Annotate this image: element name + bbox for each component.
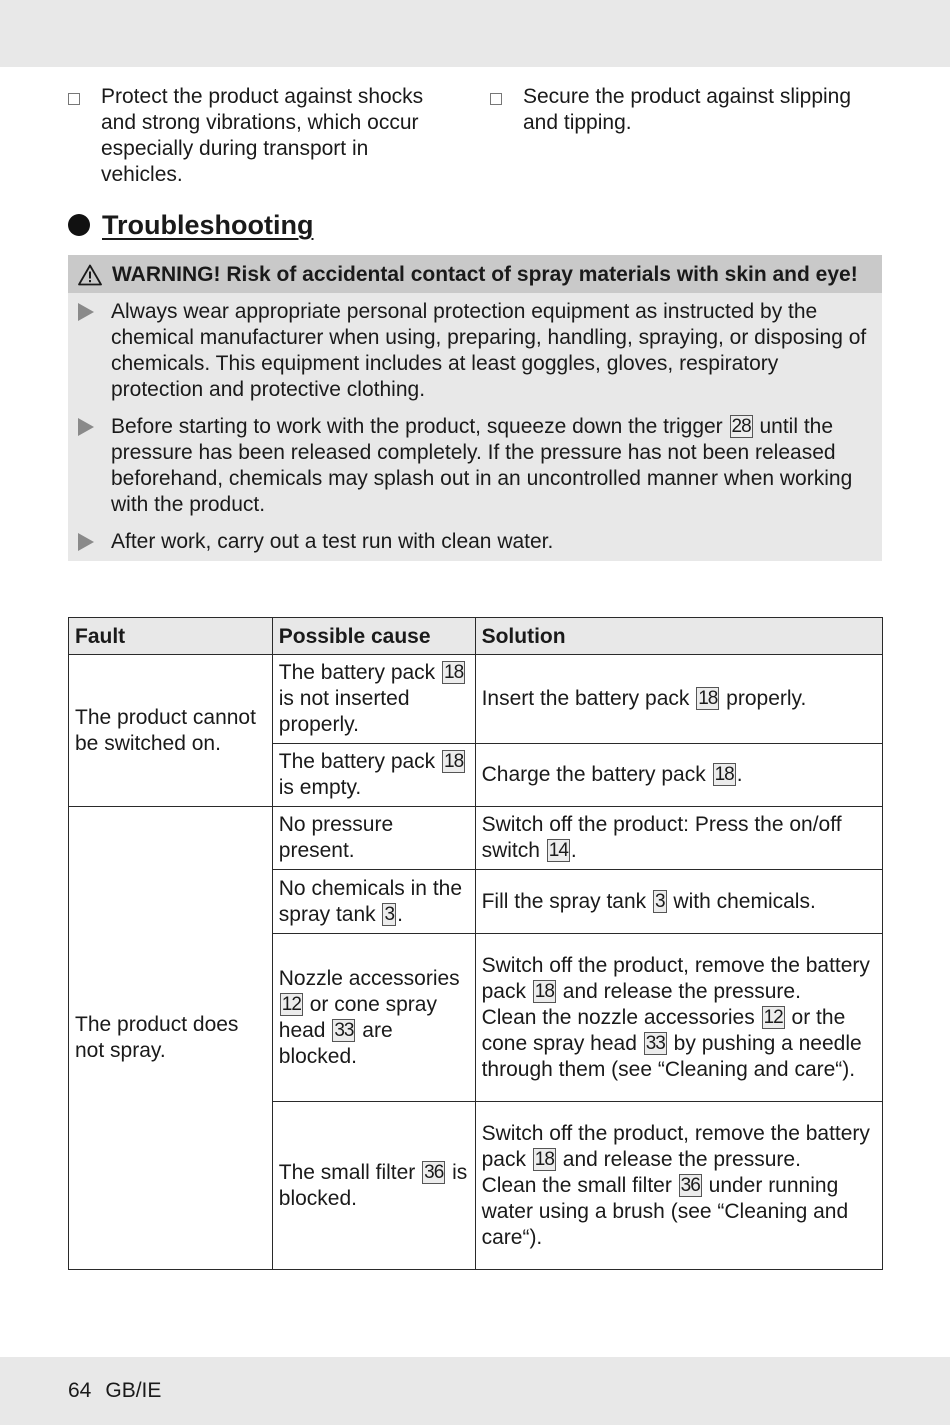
reference-number: 33 <box>334 1019 354 1041</box>
text-segment: Switch off the product: Press the on/off switch <box>481 813 842 862</box>
bullet-list-left <box>68 84 448 188</box>
text-segment: Charge the battery pack <box>481 763 712 786</box>
cause-cell: No pressure present. <box>272 807 475 870</box>
text-segment: The battery pack <box>278 750 442 773</box>
reference-number: 33 <box>645 1032 665 1054</box>
text-segment: is empty. <box>278 776 362 799</box>
bullet-text: Protect the product against shocks and strong vibrations, which occur especially during transport in vehicles. <box>101 85 424 186</box>
reference-number: 18 <box>534 1148 554 1170</box>
reference-number: 3 <box>384 903 395 925</box>
text-segment: or the cone spray head <box>481 1005 846 1055</box>
text-segment: under running water using a brush (see “Cleaning and care“). <box>481 1173 849 1249</box>
solution-cell <box>475 744 882 807</box>
solution-line <box>482 953 876 1005</box>
warning-item <box>78 529 872 559</box>
page-footer <box>68 1378 175 1404</box>
text-segment: . <box>397 902 403 926</box>
section-heading <box>68 208 313 242</box>
locale-label: GB/IE <box>105 1379 162 1402</box>
solution-cell <box>475 870 882 934</box>
text-segment: and release the pressure. <box>556 979 801 1003</box>
cause-cell <box>272 934 475 1102</box>
reference-number: 18 <box>714 764 734 785</box>
warning-item <box>78 414 872 518</box>
page-number: 64 <box>68 1379 92 1402</box>
reference-number: 18 <box>444 662 464 683</box>
reference-number: 36 <box>424 1161 444 1183</box>
text-segment: with chemicals. <box>667 889 816 913</box>
reference-number: 3 <box>655 890 665 912</box>
solution-line <box>482 1005 876 1083</box>
bullet-item <box>490 84 880 136</box>
text-segment: is not inserted properly. <box>278 687 410 736</box>
bullet-list-right <box>490 84 880 136</box>
text-segment: is blocked. <box>278 1160 468 1210</box>
text-segment: by pushing a needle through them (see “Cleaning and care“). <box>481 1031 862 1081</box>
warning-body <box>68 293 882 561</box>
warning-box <box>68 255 882 561</box>
solution-cell <box>475 1102 882 1270</box>
text-segment: Switch off the product, remove the battery pack <box>481 1121 870 1171</box>
warning-item-text: Always wear appropriate personal protection equipment as instructed by the chemical manufacturer when using, preparing, handling, spraying, or disposing of chemicals. This equipment includes at least goggles, gloves, respiratory protection and protective clothing. <box>111 300 867 401</box>
text-segment: Insert the battery pack <box>481 687 696 710</box>
table-row <box>69 807 883 870</box>
square-bullet-icon <box>490 93 502 105</box>
text-segment: Clean the nozzle accessories <box>481 1005 761 1029</box>
text-segment: The battery pack <box>278 661 442 684</box>
cause-cell <box>272 1102 475 1270</box>
text-segment: Fill the spray tank <box>481 889 652 913</box>
solution-line <box>482 1173 876 1251</box>
solution-line <box>482 1121 876 1173</box>
reference-number: 18 <box>534 980 554 1002</box>
solution-cell <box>475 807 882 870</box>
fault-cell: The product cannot be switched on. <box>69 655 273 807</box>
reference-number: 36 <box>680 1174 700 1196</box>
text-segment: . <box>570 839 577 862</box>
warning-title: WARNING! Risk of accidental contact of spray materials with skin and eye! <box>112 263 858 286</box>
page-header-band <box>0 0 950 67</box>
text-segment: properly. <box>720 687 807 710</box>
bullet-item <box>68 84 448 188</box>
text-segment: Nozzle accessories <box>278 966 460 990</box>
reference-number: 12 <box>763 1006 783 1028</box>
filled-circle-bullet-icon <box>68 214 90 236</box>
square-bullet-icon <box>68 93 80 105</box>
reference-number: 14 <box>548 840 568 861</box>
reference-number: 18 <box>444 751 464 772</box>
warning-header <box>68 255 882 293</box>
cause-cell <box>272 655 475 744</box>
solution-cell <box>475 934 882 1102</box>
triangle-bullet-icon <box>78 533 94 551</box>
fault-cell: The product does not spray. <box>69 807 273 1270</box>
text-segment: are blocked. <box>278 1018 393 1068</box>
reference-number: 12 <box>281 993 301 1015</box>
text-segment: . <box>736 763 743 786</box>
solution-cell <box>475 655 882 744</box>
text-segment: Clean the small filter <box>481 1173 678 1197</box>
triangle-bullet-icon <box>78 303 94 321</box>
text-segment: No chemicals in the spray tank <box>278 876 463 926</box>
reference-number: 18 <box>698 688 718 709</box>
text-segment: The small filter <box>278 1160 422 1184</box>
text-segment: or cone spray head <box>278 992 437 1042</box>
column-header-solution: Solution <box>475 618 882 655</box>
table-row <box>69 655 883 744</box>
text-segment: Before starting to work with the product, squeeze down the trigger <box>111 415 729 438</box>
warning-item-text <box>111 414 872 518</box>
table-header-row <box>69 618 883 655</box>
troubleshooting-table <box>68 617 883 1270</box>
section-title: Troubleshooting <box>102 210 314 240</box>
column-header-fault: Fault <box>69 618 273 655</box>
column-header-cause: Possible cause <box>272 618 475 655</box>
text-segment: Switch off the product, remove the battery pack <box>481 953 870 1003</box>
text-segment: and release the pressure. <box>556 1147 801 1171</box>
cause-cell <box>272 870 475 934</box>
warning-triangle-icon <box>78 264 102 286</box>
bullet-text: Secure the product against slipping and tipping. <box>523 85 852 134</box>
text-segment: until the pressure has been released completely. If the pressure has not been released beforehand, chemicals may splash out in an uncontrolled manner when working with the product. <box>111 415 853 516</box>
warning-item <box>78 299 872 403</box>
triangle-bullet-icon <box>78 418 94 436</box>
cause-cell <box>272 744 475 807</box>
reference-number: 28 <box>731 416 751 437</box>
warning-item-text: After work, carry out a test run with clean water. <box>111 530 554 553</box>
